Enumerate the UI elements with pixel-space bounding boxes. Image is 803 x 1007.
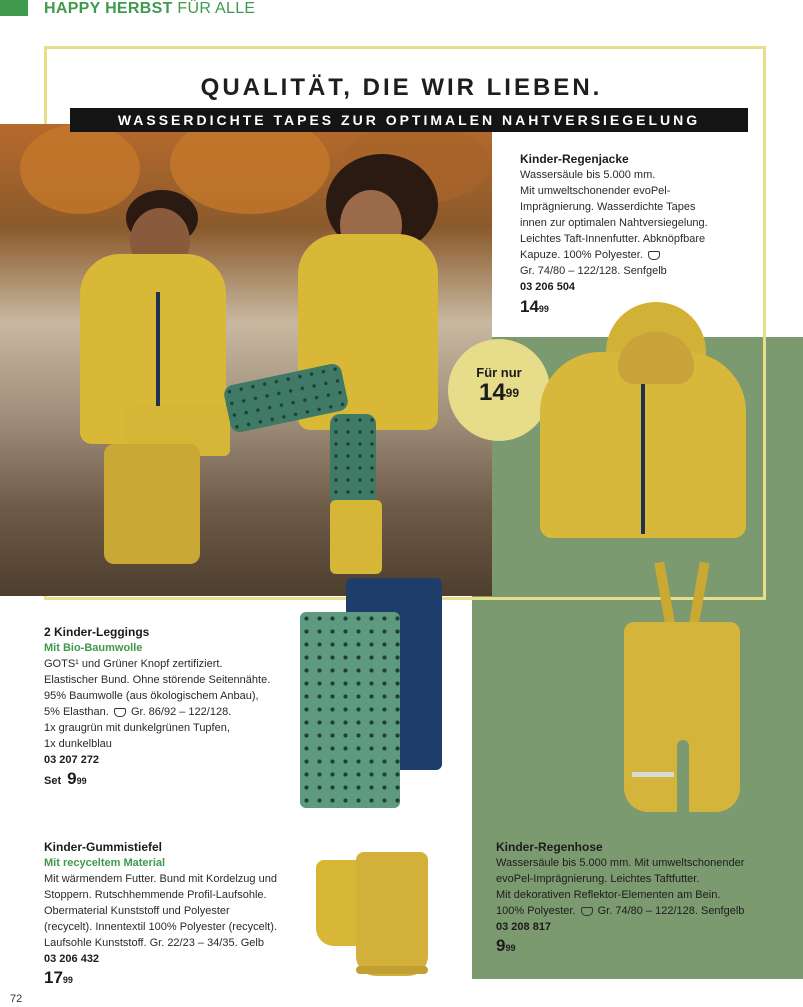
product-desc-line: Obermaterial Kunststoff und Polyester (44, 905, 230, 917)
product-name: Kinder-Regenhose (496, 840, 603, 854)
product-size-line: Gr. 74/80 – 122/128. Senfgelb (520, 265, 667, 277)
article-number: 03 208 817 (496, 921, 552, 933)
product-size-line: Gr. 74/80 – 122/128. Senfgelb (597, 905, 745, 917)
headline: QUALITÄT, DIE WIR LIEBEN. (200, 74, 603, 101)
product-jacket (520, 151, 760, 315)
product-boots (44, 839, 314, 986)
rain-pants-reflector (632, 772, 674, 777)
wash-care-icon (114, 708, 126, 717)
wash-care-icon (648, 251, 660, 260)
product-price: Set $9^{99}$ (44, 769, 87, 788)
rubber-boot-image (356, 852, 428, 976)
product-desc-line: Imprägnierung. Wasserdichte Tapes (520, 201, 696, 213)
product-desc-line: Laufsohle Kunststoff. Gr. 22/23 – 34/35. Gelb (44, 937, 264, 949)
product-desc-line: Mit wärmendem Futter. Bund mit Kordelzug und (44, 873, 277, 885)
kid-rain-pants (104, 444, 200, 564)
article-number: 03 207 272 (44, 754, 100, 766)
price-prefix: Set (44, 775, 62, 787)
product-desc-line: Wassersäule bis 5.000 mm. (520, 169, 656, 181)
product-desc-line: 100% Polyester. (496, 905, 576, 917)
product-desc-line: 95% Baumwolle (aus ökologischem Anbau), (44, 690, 259, 702)
section-header (44, 0, 255, 18)
product-desc-line: 1x graugrün mit dunkelgrünen Tupfen, (44, 722, 230, 734)
headline-banner: WASSERDICHTE TAPES ZUR OPTIMALEN NAHTVERSIEGELUNG (70, 108, 748, 132)
product-desc-line: Wassersäule bis 5.000 mm. Mit umweltschonender (496, 857, 745, 869)
photo-foliage (20, 124, 140, 214)
product-desc-line: Stoppern. Rutschhemmende Profil-Laufsohle. (44, 889, 267, 901)
photo-foliage (170, 124, 330, 214)
product-desc-line: Elastischer Bund. Ohne störende Seitennähte. (44, 674, 271, 686)
product-desc-line: 1x dunkelblau (44, 738, 112, 750)
product-desc-line: Leichtes Taft-Innenfutter. Abknöpfbare (520, 233, 706, 245)
product-leggings (44, 624, 294, 789)
product-desc-line: Mit dekorativen Reflektor-Elementen am Bein. (496, 889, 721, 901)
product-desc-line: innen zur optimalen Nahtversiegelung. (520, 217, 708, 229)
rubber-boot-sole (356, 966, 428, 974)
section-header-bold: HAPPY HERBST (44, 0, 173, 17)
rain-jacket-zip (641, 384, 645, 534)
product-name: 2 Kinder-Leggings (44, 625, 150, 639)
product-subtitle: Mit Bio-Baumwolle (44, 642, 143, 654)
product-desc-line: Mit umweltschonender evoPel- (520, 185, 671, 197)
article-number: 03 206 504 (520, 281, 576, 293)
product-subtitle: Mit recyceltem Material (44, 857, 166, 869)
product-price: $14^{99}$ (520, 297, 549, 316)
product-desc-line: 5% Elasthan. (44, 706, 109, 718)
product-desc-line: Kapuze. 100% Polyester. (520, 249, 643, 261)
product-desc-line: evoPel-Imprägnierung. Leichtes Taftfutter. (496, 873, 700, 885)
product-price: $17^{99}$ (44, 968, 73, 987)
product-pants (496, 839, 796, 954)
product-name: Kinder-Regenjacke (520, 152, 629, 166)
price-badge (448, 339, 550, 441)
product-size-line: Gr. 86/92 – 122/128. (130, 706, 232, 718)
product-desc-line: GOTS¹ und Grüner Knopf zertifiziert. (44, 658, 223, 670)
product-name: Kinder-Gummistiefel (44, 840, 163, 854)
leggings-green-image (300, 612, 400, 808)
header-accent-bar (0, 0, 28, 16)
rain-pants-leg-gap (677, 740, 689, 814)
product-price: $9^{99}$ (496, 936, 516, 955)
page-number: 72 (10, 993, 23, 1005)
hero-photo (0, 124, 492, 596)
kid-jacket-zip (156, 292, 160, 422)
kid-boot (330, 500, 382, 574)
badge-label: Für nur (476, 365, 522, 380)
badge-price: $14^{99}$ (478, 379, 520, 406)
article-number: 03 206 432 (44, 953, 100, 965)
wash-care-icon (581, 907, 593, 916)
section-header-light: FÜR ALLE (172, 0, 256, 17)
product-desc-line: (recycelt). Innentextil 100% Polyester (recycelt). (44, 921, 277, 933)
